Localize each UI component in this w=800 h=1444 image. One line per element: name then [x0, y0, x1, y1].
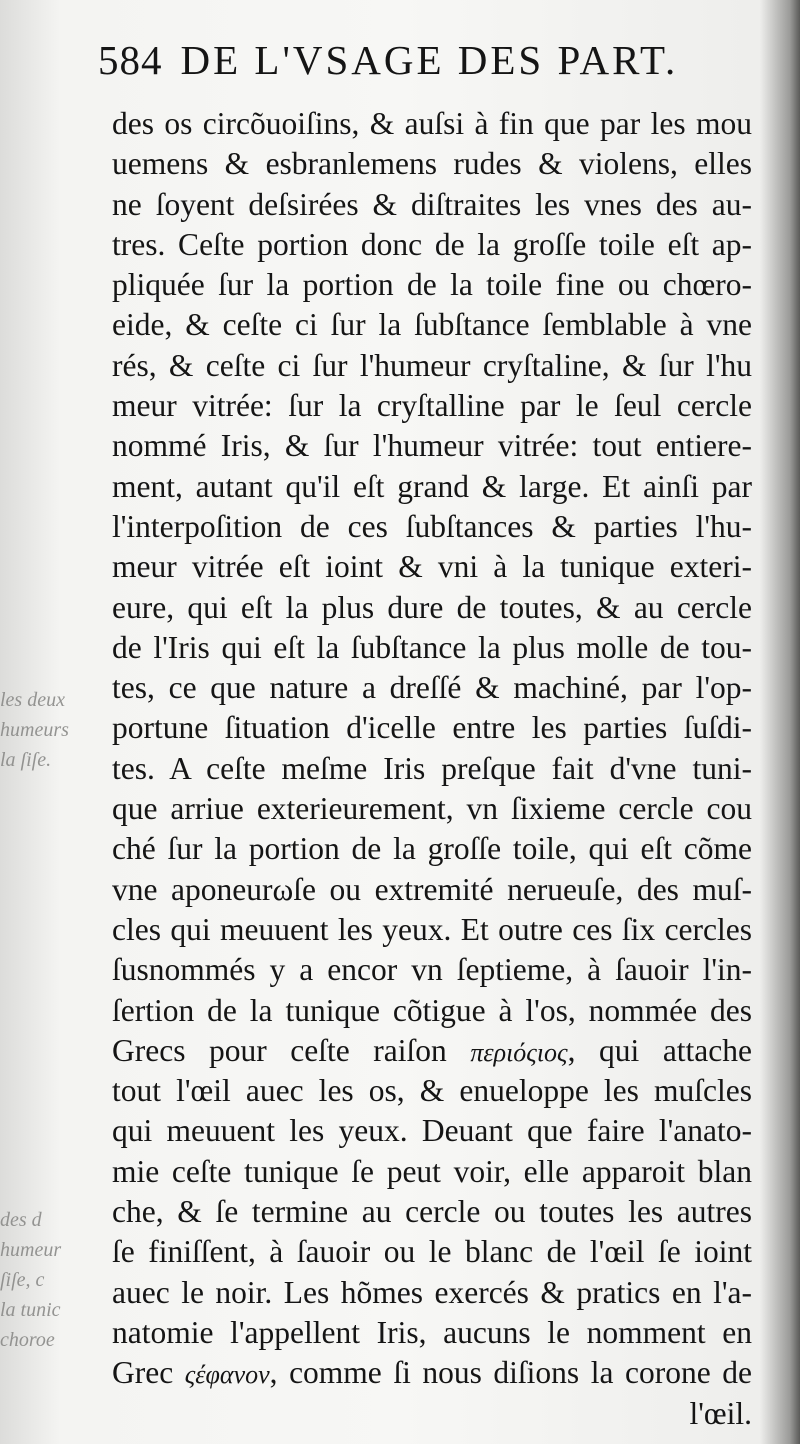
margin-note-text: des d: [0, 1209, 42, 1231]
text-line: tes, ce que nature a dreſſé & machiné, par l'op-: [112, 670, 752, 706]
text-line-greek: [112, 1353, 752, 1393]
body-text: [112, 104, 752, 1434]
margin-note: [0, 688, 65, 712]
text-line: pliquée ſur la portion de la toile fine ou chœro-: [112, 267, 752, 303]
text-line: ſusnommés y a encor vn ſeptieme, à ſauoir l'in-: [112, 952, 752, 988]
text-line: che, & ſe termine au cercle ou toutes les autres: [112, 1194, 752, 1230]
line-text: Grec: [112, 1355, 174, 1391]
margin-note-text: choroe: [0, 1329, 55, 1351]
text-line: ment, autant qu'il eſt grand & large. Et ainſi par: [112, 468, 752, 504]
text-line: meur vitrée eſt ioint & vni à la tunique exteri-: [112, 549, 752, 585]
margin-note-text: humeurs: [0, 719, 69, 741]
margin-note-text: la ſiſe.: [0, 749, 52, 771]
text-line: portune ſituation d'icelle entre les parties ſuſdi-: [112, 710, 752, 746]
text-line: ne ſoyent deſsirées & diſtraites les vnes des au-: [112, 186, 752, 222]
text-line: eure, qui eſt la plus dure de toutes, & au cercle: [112, 589, 752, 625]
text-line: cles qui meuuent les yeux. Et outre ces ſix cercles: [112, 911, 752, 947]
text-line: tres. Ceſte portion donc de la groſſe toile eſt ap-: [112, 226, 752, 262]
text-line: eide, & ceſte ci ſur la ſubſtance ſemblable à vne: [112, 307, 752, 343]
margin-note: [0, 1268, 44, 1292]
text-line: de l'Iris qui eſt la ſubſtance la plus molle de tou-: [112, 629, 752, 665]
text-line: ſertion de la tunique cõtigue à l'os, nommée des: [112, 992, 752, 1028]
line-text: , qui attache: [567, 1032, 753, 1068]
text-line: meur vitrée: ſur la cryſtalline par le ſeul cercle: [112, 388, 752, 424]
text-line-greek: [112, 1031, 752, 1071]
page-number: 584: [98, 37, 163, 83]
greek-word: ςέφανον: [184, 1360, 270, 1390]
running-title: DE L'VSAGE DES PART.: [180, 37, 679, 83]
text-line: l'interpoſition de ces ſubſtances & parties l'hu-: [112, 508, 752, 544]
text-line: ché ſur la portion de la groſſe toile, qui eſt cõme: [112, 831, 752, 867]
margin-note-text: les deux: [0, 689, 65, 711]
text-line-final: l'œil.: [689, 1395, 752, 1431]
greek-word: περιόςιος: [470, 1037, 568, 1067]
text-line: rés, & ceſte ci ſur l'humeur cryſtaline, & ſur l'hu: [112, 347, 752, 383]
margin-note: [0, 718, 69, 742]
running-header: [98, 36, 718, 96]
text-line: tout l'œil auec les os, & enueloppe les muſcles: [112, 1073, 752, 1109]
text-line: qui meuuent les yeux. Deuant que faire l'anato-: [112, 1113, 752, 1149]
text-line: vne aponeurωſe ou extremité nerueuſe, des muſ-: [112, 871, 752, 907]
text-line: ſe finiſſent, à ſauoir ou le blanc de l'œil ſe ioint: [112, 1234, 752, 1270]
text-line: des os circõuoiſins, & auſsi à fin que par les mou: [112, 106, 752, 141]
margin-note: [0, 748, 51, 772]
line-text: , comme ſi nous diſions la corone de: [269, 1355, 752, 1391]
margin-note-text: humeur: [0, 1239, 62, 1261]
margin-note: [0, 1328, 55, 1352]
text-line: nommé Iris, & ſur l'humeur vitrée: tout entiere-: [112, 428, 752, 464]
text-line: uemens & esbranlemens rudes & violens, elles: [112, 146, 752, 182]
margin-note: [0, 1208, 42, 1232]
text-line: tes. A ceſte meſme Iris preſque fait d'vne tuni-: [112, 750, 752, 786]
margin-note: [0, 1238, 61, 1262]
text-line: natomie l'appellent Iris, aucuns le nomment en: [112, 1314, 752, 1350]
margin-note-text: la tunic: [0, 1299, 61, 1321]
line-text: Grecs pour ceſte raiſon: [112, 1032, 447, 1068]
margin-note-text: ſiſe, c: [0, 1269, 45, 1291]
text-line: auec le noir. Les hõmes exercés & pratics en l'a-: [112, 1274, 752, 1310]
margin-note: [0, 1298, 61, 1322]
text-line: mie ceſte tunique ſe peut voir, elle apparoit blan: [112, 1153, 752, 1189]
text-line: que arriue exterieurement, vn ſixieme cercle cou: [112, 791, 752, 827]
